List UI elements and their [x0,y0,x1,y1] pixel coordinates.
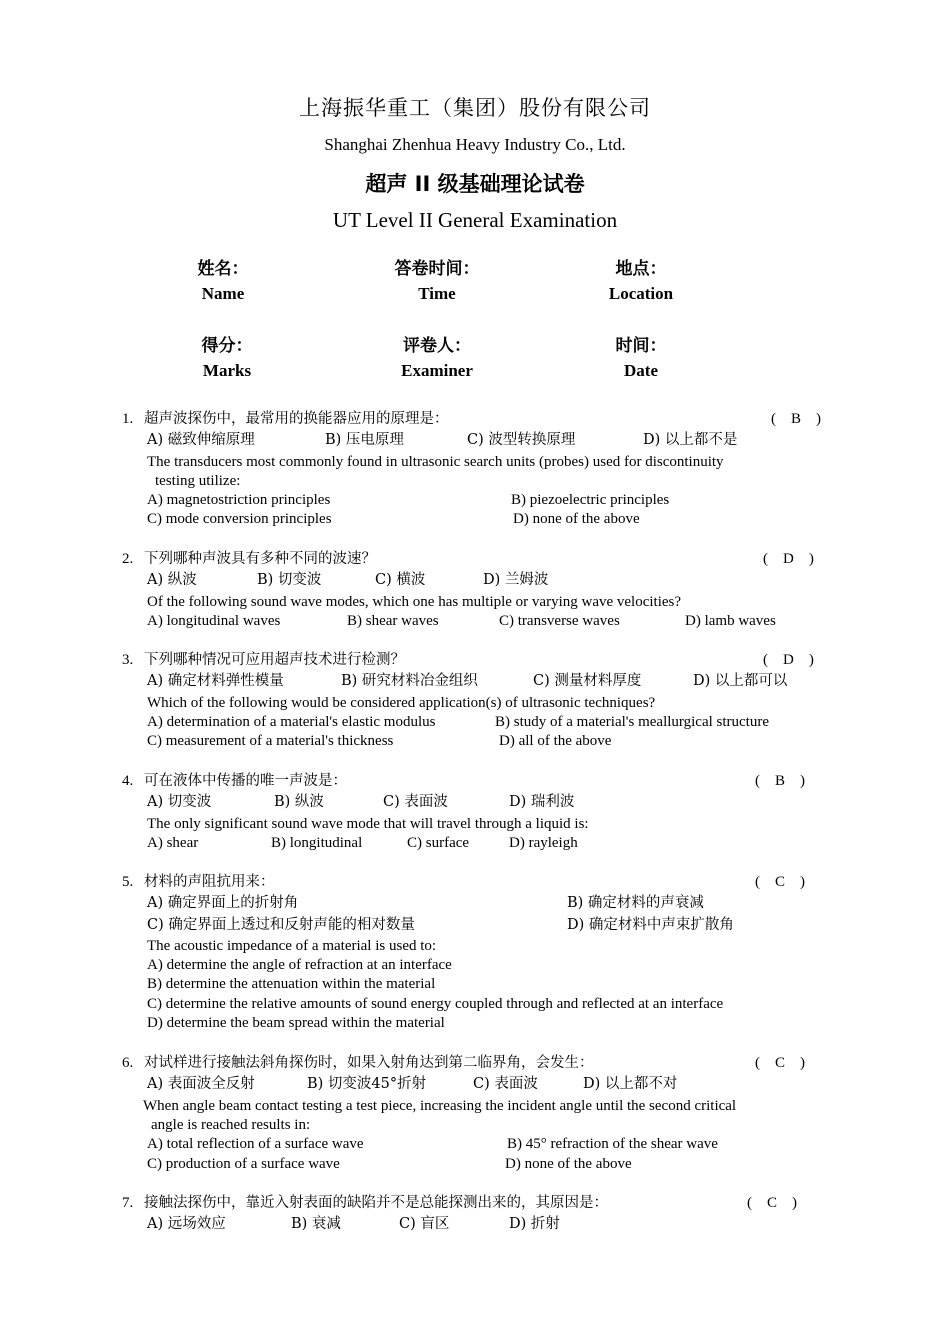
option-zh: A) 确定界面上的折射角 [147,895,299,911]
info-time [347,256,527,306]
option-zh: A) 切变波 [147,794,212,810]
question-number: 2. [122,551,134,567]
option-zh: C) 测量材料厚度 [533,673,642,689]
option-en: D) none of the above [505,1156,632,1172]
answer: ( B ) [755,773,805,789]
question-text-en: Of the following sound wave modes, which one has multiple or varying wave velocities? [147,594,682,610]
option-zh: B) 压电原理 [325,432,404,448]
info-label-zh: 得分： [201,336,253,356]
question-text-en-cont: angle is reached results in: [151,1117,311,1133]
option-en: C) measurement of a material's thickness [147,733,394,749]
question-text-zh: 对试样进行接触法斜角探伤时，如果入射角达到第二临界角，会发生： [144,1055,594,1071]
info-label-en: Location [608,284,674,303]
question-text-en: Which of the following would be considered application(s) of ultrasonic techniques? [147,695,656,711]
option-zh: D) 以上都可以 [693,673,788,689]
option-zh: D) 以上都不是 [643,432,738,448]
option-en: A) magnetostriction principles [147,492,331,508]
option-en: A) shear [147,835,199,851]
question-number: 6. [122,1055,134,1071]
company-name-en: Shanghai Zhenhua Heavy Industry Co., Ltd. [324,135,626,154]
info-label-en: Marks [202,361,252,380]
question-text-en: The transducers most commonly found in ultrasonic search units (probes) used for discontinuity [147,454,724,470]
option-en: A) total reflection of a surface wave [147,1136,364,1152]
option-en: D) lamb waves [685,613,776,629]
option-zh: D) 确定材料中声束扩散角 [567,917,734,933]
question-text-zh: 接触法探伤中，靠近入射表面的缺陷并不是总能探测出来的，其原因是： [144,1195,608,1211]
info-label-en: Date [624,361,658,380]
question-text-en: When angle beam contact testing a test piece, increasing the incident angle until the second critical [143,1098,737,1114]
exam-title-zh: 超声 II 级基础理论试卷 [365,172,585,196]
question-text-zh: 下列哪种声波具有多种不同的波速？ [144,551,376,567]
question-text-en-cont: testing utilize: [155,473,241,489]
question-text-zh: 可在液体中传播的唯一声波是： [144,773,347,789]
info-label-zh: 地点： [615,259,667,279]
option-en: C) determine the relative amounts of sound energy coupled through and reflected at an interface [147,996,724,1012]
option-zh: B) 切变波 [257,572,322,588]
option-zh: A) 确定材料弹性模量 [147,673,284,689]
option-zh: C) 横波 [375,572,426,588]
option-en: A) longitudinal waves [147,613,281,629]
option-zh: C) 盲区 [399,1216,450,1232]
question-text-en: The only significant sound wave mode that will travel through a liquid is: [147,816,589,832]
info-date [551,333,731,383]
option-en: C) production of a surface wave [147,1156,340,1172]
question-text-zh: 材料的声阻抗用来： [144,874,275,890]
option-en: B) piezoelectric principles [511,492,670,508]
answer: ( C ) [747,1195,797,1211]
info-marks [137,333,317,383]
option-zh: D) 以上都不对 [583,1076,678,1092]
info-label-zh: 姓名： [197,259,249,279]
question-number: 4. [122,773,134,789]
option-zh: C) 表面波 [383,794,448,810]
option-zh: B) 研究材料冶金组织 [341,673,478,689]
info-label-en: Examiner [401,361,473,380]
question-number: 1. [122,411,134,427]
info-label-zh: 答卷时间： [394,259,480,279]
option-zh: B) 确定材料的声衰减 [567,895,704,911]
option-en: B) longitudinal [271,835,363,851]
question-text-en: The acoustic impedance of a material is used to: [147,938,437,954]
option-en: B) determine the attenuation within the material [147,976,436,992]
option-zh: D) 瑞利波 [509,794,575,810]
question-number: 3. [122,652,134,668]
option-en: A) determination of a material's elastic modulus [147,714,436,730]
option-en: D) all of the above [499,733,612,749]
option-en: D) none of the above [513,511,640,527]
answer: ( D ) [763,551,814,567]
option-en: D) determine the beam spread within the material [147,1015,445,1031]
answer: ( C ) [755,874,805,890]
option-zh: A) 远场效应 [147,1216,226,1232]
info-name [133,256,313,306]
option-zh: C) 表面波 [473,1076,538,1092]
question-number: 5. [122,874,134,890]
info-label-zh: 评卷人： [403,336,471,356]
option-en: C) mode conversion principles [147,511,332,527]
question-text-zh: 下列哪种情况可应用超声技术进行检测？ [144,652,405,668]
option-zh: B) 衰减 [291,1216,341,1232]
option-zh: A) 磁致伸缩原理 [147,432,255,448]
option-zh: D) 兰姆波 [483,572,549,588]
exam-title-en: UT Level II General Examination [332,208,618,232]
option-en: C) transverse waves [499,613,620,629]
option-zh: A) 表面波全反射 [147,1076,255,1092]
question-text-zh: 超声波探伤中，最常用的换能器应用的原理是： [144,411,449,427]
answer: ( C ) [755,1055,805,1071]
option-zh: C) 波型转换原理 [467,432,576,448]
info-examiner [347,333,527,383]
option-zh: B) 纵波 [274,794,324,810]
answer: ( D ) [763,652,814,668]
option-zh: A) 纵波 [147,572,197,588]
option-en: C) surface [407,835,470,851]
info-location [551,256,731,306]
option-en: D) rayleigh [509,835,578,851]
info-label-zh: 时间： [615,336,667,356]
question-number: 7. [122,1195,134,1211]
option-en: B) shear waves [347,613,439,629]
answer: ( B ) [771,411,821,427]
option-zh: D) 折射 [509,1216,560,1232]
info-label-en: Time [418,284,456,303]
option-en: B) study of a material's meallurgical structure [495,714,770,730]
company-name-zh: 上海振华重工（集团）股份有限公司 [299,96,651,120]
option-en: B) 45° refraction of the shear wave [507,1136,718,1152]
option-zh: C) 确定界面上透过和反射声能的相对数量 [147,917,415,933]
option-zh: B) 切变波45°折射 [307,1076,427,1092]
option-en: A) determine the angle of refraction at an interface [147,957,452,973]
info-label-en: Name [201,284,245,303]
